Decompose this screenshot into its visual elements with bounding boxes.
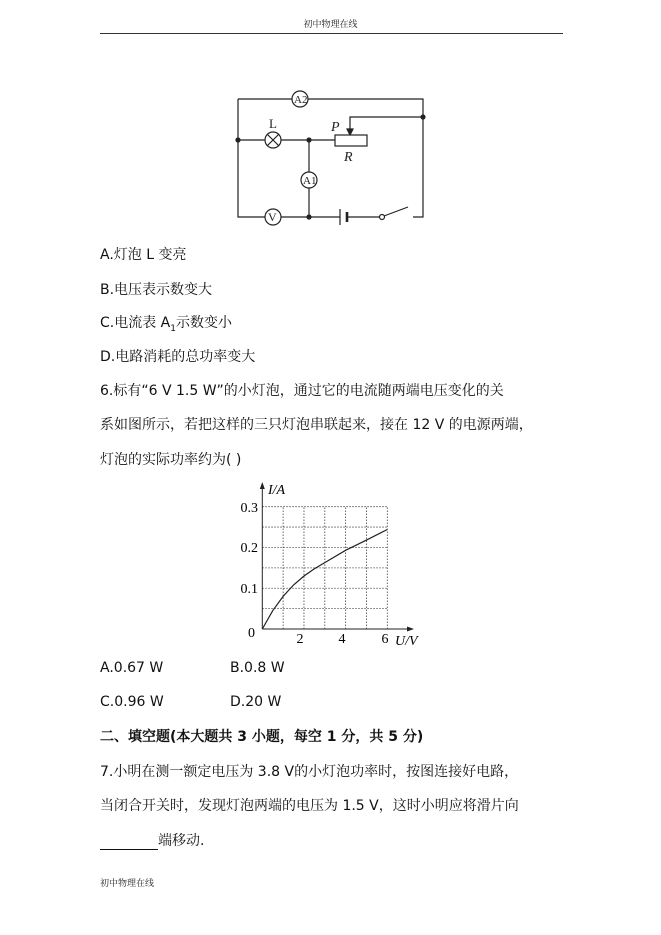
q5-option-d [100,348,255,366]
q6-line: 6.标有“6 V 1.5 W”的小灯泡，通过它的电流随两端电压变化的关 [100,383,504,399]
y-tick-label: 0.3 [240,501,258,516]
ammeter-a1-label: A1 [303,175,317,187]
option-text: D.电路消耗的总功率变大 [100,349,256,365]
page-footer: 初中物理在线 [100,879,155,889]
header-rule [100,33,563,34]
slider-wire [350,117,423,132]
option-text: C.电流表 A [100,315,171,331]
y-tick-label: 0.2 [240,541,258,556]
answer-blank[interactable] [100,835,158,850]
q5-option-a [100,246,186,264]
rheostat [335,135,367,146]
q7-line: 7.小明在测一额定电压为 3.8 V的小灯泡功率时，按图连接好电路， [100,764,519,780]
x-tick-label: 6 [381,632,389,647]
circuit-diagram [230,85,440,235]
lamp-label: L [269,116,277,131]
option-text: A.灯泡 L 变亮 [100,247,187,263]
left-bottom-wire [238,209,246,217]
q5-option-c [100,314,232,338]
q7-line [100,832,204,850]
origin-label: 0 [248,626,255,641]
q6-line: 系如图所示，若把这样的三只灯泡串联起来，接在 12 V 的电源两端， [100,417,533,433]
chart-grid [262,507,387,629]
y-axis-arrow [260,482,265,489]
q7-line: 当闭合开关时，发现灯泡两端的电压为 1.5 V，这时小明应将滑片向 [100,798,519,814]
ammeter-a2-label: A2 [294,94,308,106]
y-tick-label: 0.1 [240,582,258,597]
x-axis-arrow [407,627,414,632]
q5-option-b [100,281,212,299]
iv-chart [230,480,430,650]
page-header: 初中物理在线 [303,20,358,30]
q7-tail: 端移动. [158,833,205,849]
section-heading: 二、填空题(本大题共 3 小题，每空 1 分，共 5 分) [100,729,424,745]
subscript: 1 [170,323,176,334]
q6-option-d: D.20 W [230,694,282,710]
rheostat-label: R [344,150,353,165]
option-text: 示数变小 [176,315,232,331]
x-tick-label: 2 [296,632,304,647]
voltmeter-label: V [268,210,277,224]
slider-arrow [347,129,353,135]
q6-line: 灯泡的实际功率约为( ) [100,452,242,468]
q6-option-c: C.0.96 W [100,694,164,710]
slider-label: P [331,120,340,135]
switch-icon [380,215,385,220]
q6-option-a: A.0.67 W [100,660,164,676]
y-axis-label: I/A [268,483,286,498]
x-axis-label: U/V [395,634,418,649]
q6-option-b: B.0.8 W [230,660,285,676]
x-tick-label: 4 [338,632,346,647]
option-text: B.电压表示数变大 [100,282,213,298]
